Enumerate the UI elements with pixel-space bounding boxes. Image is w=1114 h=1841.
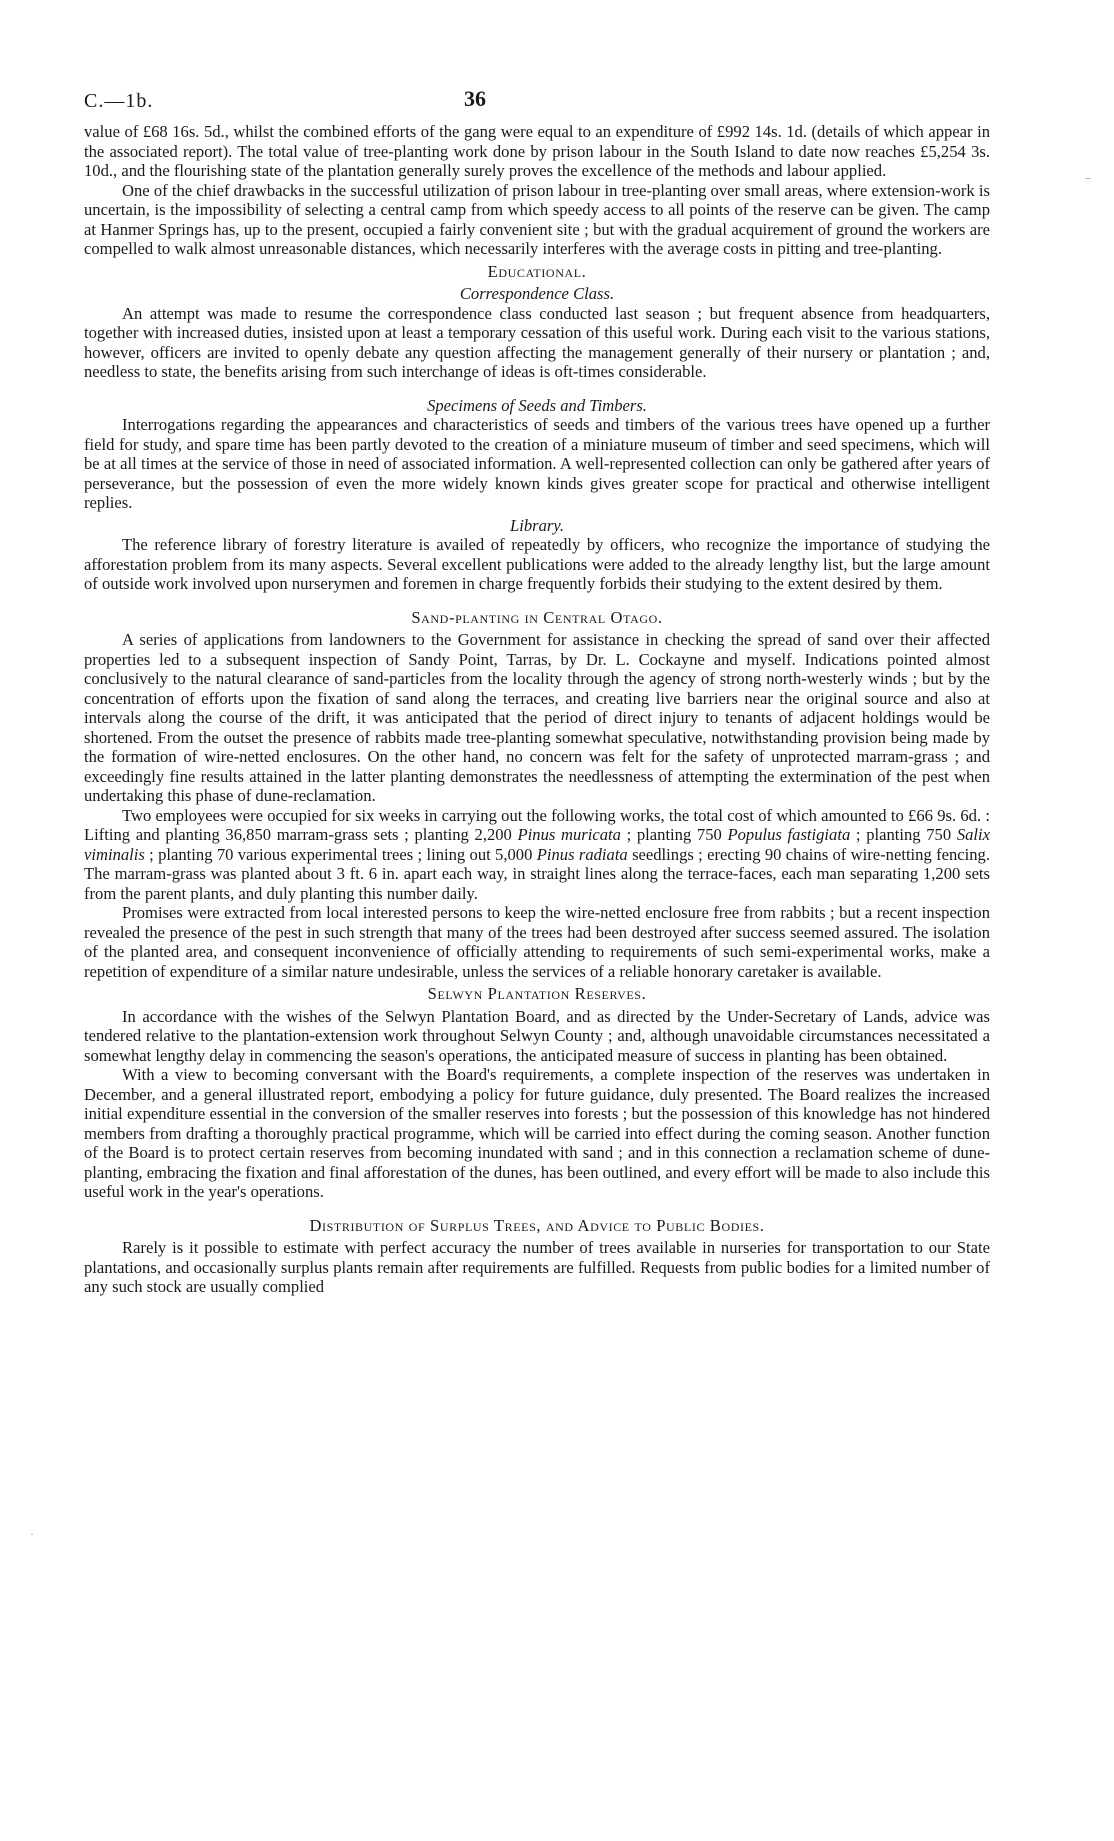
paragraph-sand-works: Two employees were occupied for six weeks in carrying out the following works, the total cost of which amounted to £66 9s. 6d. : Lifting and planting 36,850 marram-grass sets ; planting 2,200 Pinus muricata ; planting 750 Populus fastigiata ; planting 750 Salix viminalis ; planting 70 various experimental trees ; lining out 5,000 Pinus radiata seedlings ; erecting 90 chains of wire-netting fencing. The marram-grass was planted about 3 ft. 6 in. apart each way, in straight lines along the terrace-faces, each man separating 1,200 sets from the parent plants, and duly planting this number daily. <box>84 805 990 903</box>
paragraph-correspondence-class: An attempt was made to resume the correspondence class conducted last season ; but frequent absence from headquarters, together with increased duties, insisted upon at least a temporary cessation of this useful work. During each visit to the various stations, however, officers are invited to openly debate any question affecting the management generally of their nursery or plantation ; and, needless to state, the benefits arising from such interchange of ideas is oft-times considerable. <box>84 303 990 381</box>
section-heading-selwyn: Selwyn Plantation Reserves. <box>427 984 647 1003</box>
margin-dash-mark: – <box>1085 170 1091 184</box>
paragraph-library: The reference library of forestry literature is availed of repeatedly by officers, who recognize the importance of studying the afforestation problem from its many aspects. Several excellent publications were added to the already lengthy list, but the large amount of outside work involved upon nurserymen and foremen in charge frequently forbids their studying to the extent desired by them. <box>84 535 990 593</box>
section-heading-educational: Educational. <box>487 261 587 281</box>
document-reference: C.—1b. <box>84 90 154 112</box>
subheading-correspondence-class: Correspondence Class. <box>459 284 615 303</box>
page-number: 36 <box>464 86 486 111</box>
paragraph-selwyn-inspection: With a view to becoming conversant with the Board's requirements, a complete inspection of the reserves was undertaken in December, and a general illustrated report, embodying a policy for future guidance, duly presented. The Board realizes the increased initial expenditure essential in the conversion of the smaller reserves into forests ; but the possession of this knowledge has not hindered members from drafting a thoroughly practical programme, which will be carried into effect during the coming season. Another function of the Board is to protect certain reserves from becoming inundated with sand ; and in this connection a reclamation scheme of dune-planting, embracing the fixation and final afforestation of the dunes, has been outlined, and every effort will be made to also include this useful work in the year's operations. <box>84 1065 990 1201</box>
subheading-library: Library. <box>510 515 564 535</box>
section-heading-distribution: Distribution of Surplus Trees, and Advice to Public Bodies. <box>309 1215 765 1235</box>
paragraph-distribution: Rarely is it possible to estimate with perfect accuracy the number of trees available in nurseries for transportation to our State plantations, and occasionally surplus plants remain after requirements are fulfilled. Requests from public bodies for a limited number of any such stock are usually complied <box>84 1238 990 1296</box>
subheading-specimens: Specimens of Seeds and Timbers. <box>427 395 647 415</box>
paragraph-sand-applications: A series of applications from landowners to the Government for assistance in checking the spread of sand over their affected properties led to a subsequent inspection of Sandy Point, Tarras, by Dr. L. Cockayne and myself. Indications pointed almost conclusively to the natural clearance of sand-particles from the locality through the agency of strong north-westerly winds ; but by the concentration of efforts upon the fixation of sand along the terraces, and creating live barriers near the original source and also at intervals along the course of the drift, it was anticipated that the period of direct injury to tenants of adjacent holdings would be shortened. From the outset the presence of rabbits made tree-planting somewhat speculative, notwithstanding provision being made by the formation of wire-netted enclosures. On the other hand, no concern was felt for the safety of unprotected marram-grass ; and exceedingly fine results attained in the latter planting demonstrates the needlessness of attempting the extermination of the pest when undertaking this phase of dune-reclamation. <box>84 630 990 805</box>
paragraph-selwyn-advice: In accordance with the wishes of the Selwyn Plantation Board, and as directed by the Under-Secretary of Lands, advice was tendered relative to the plantation-extension work throughout Selwyn County ; and, although unavoidable circumstances necessitated a somewhat lengthy delay in commencing the season's operations, the anticipated measure of success in planting has been obtained. <box>84 1006 990 1065</box>
page-header <box>84 0 990 122</box>
margin-dot-mark: · <box>30 1527 34 1541</box>
paragraph-prison-labour-drawbacks: One of the chief drawbacks in the successful utilization of prison labour in tree-planting over small areas, where extension-work is uncertain, is the impossibility of selecting a central camp from which speedy access to all points of the reserve can be given. The camp at Hanmer Springs has, up to the present, occupied a fairly convenient site ; but with the gradual acquirement of ground the workers are compelled to walk almost unreasonable distances, which necessarily interferes with the average costs in pitting and tree-planting. <box>84 180 990 258</box>
section-heading-sand-planting: Sand-planting in Central Otago. <box>411 607 663 627</box>
paragraph-prison-labour-value: value of £68 16s. 5d., whilst the combined efforts of the gang were equal to an expenditure of £992 14s. 1d. (details of which appear in the associated report). The total value of tree-planting work done by prison labour in the South Island to date now reaches £5,254 3s. 10d., and the flourishing state of the plantation generally surely proves the excellence of the methods and labour applied. <box>84 122 990 180</box>
paragraph-specimens: Interrogations regarding the appearances and characteristics of seeds and timbers of the various trees have opened up a further field for study, and spare time has been partly devoted to the creation of a miniature museum of timber and seed specimens, which will be at all times at the service of those in need of associated information. A well-represented collection can only be gathered after years of perseverance, but the possession of even the more widely known kinds gives greater scope for practical and otherwise intelligent replies. <box>84 415 990 512</box>
paragraph-sand-rabbits: Promises were extracted from local interested persons to keep the wire-netted enclosure free from rabbits ; but a recent inspection revealed the presence of the pest in such strength that many of the trees had been destroyed after success seemed assured. The isolation of the planted area, and consequent inconvenience of officially attending to requirements of such semi-experimental works, make a repetition of expenditure of a similar nature undesirable, unless the services of a reliable honorary caretaker is available. <box>84 903 990 981</box>
